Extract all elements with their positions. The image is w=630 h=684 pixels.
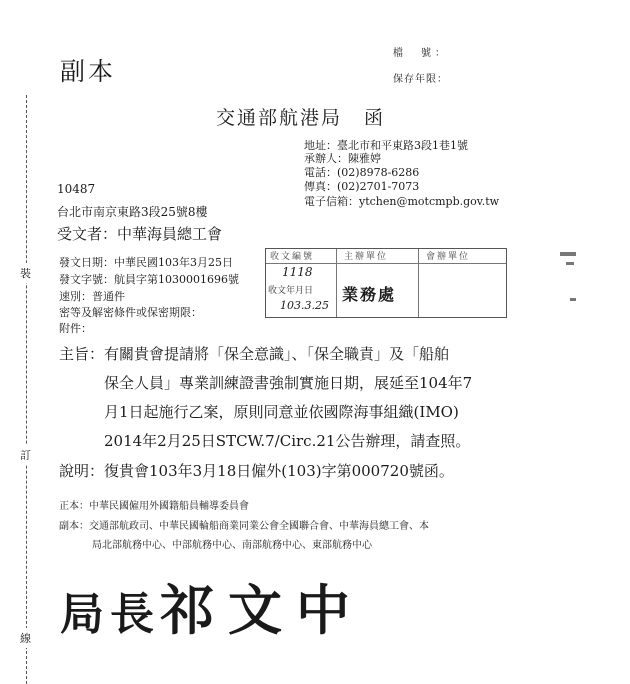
sender-email: 電子信箱：ytchen@motcmpb.gov.tw (304, 195, 500, 208)
sender-fax: 傳真：(02)2701-7073 (304, 180, 420, 193)
issue-date: 發文日期：中華民國103年3月25日 (59, 256, 233, 269)
doc-type: 函 (364, 107, 386, 129)
stamp-divider (418, 249, 419, 317)
copy-mark: 副本 (60, 57, 117, 86)
attachment: 附件： (59, 322, 92, 335)
speed-class: 速別：普通件 (59, 290, 125, 303)
sender-address: 地址：臺北市和平東路3段1巷1號 (304, 139, 468, 152)
subject-line: 2014年2月25日STCW.7/Circ.21公告辦理，請查照。 (104, 432, 471, 450)
signature-name: 祁文中 (160, 578, 364, 642)
receiving-stamp (265, 248, 507, 318)
stamp-department: 業務處 (342, 285, 397, 304)
document-title (216, 103, 385, 130)
stamp-number: 1118 (282, 265, 313, 279)
copy-recipients: 局北部航務中心、中部航務中心、南部航務中心、東部航務中心 (92, 540, 372, 551)
stamp-divider (336, 249, 337, 317)
original-recipient: 正本：中華民國僱用外國籍船員輔導委員會 (59, 501, 249, 512)
issue-number: 發文字號：航員字第1030001696號 (59, 273, 239, 286)
stamp-header-main-unit: 主辦單位 (344, 252, 389, 262)
file-no-label: 檔 號： (393, 48, 449, 59)
scan-artifact (570, 298, 576, 301)
binding-mark-ding: 訂 (20, 445, 31, 465)
retention-label: 保存年限： (393, 74, 448, 85)
stamp-divider (266, 263, 506, 264)
binding-mark-xian: 線 (20, 628, 31, 648)
stamp-received-label: 收文年月日 (268, 286, 314, 296)
recipient-address: 台北市南京東路3段25號8樓 (57, 205, 208, 219)
stamp-header-number: 收文編號 (270, 252, 315, 262)
explanation: 說明：復貴會103年3月18日僱外(103)字第000720號函。 (59, 462, 454, 480)
stamp-date: 103.3.25 (280, 299, 329, 312)
recipient-to-line: 受文者：中華海員總工會 (57, 225, 223, 243)
copy-recipients: 副本：交通部航政司、中華民國輪船商業同業公會全國聯合會、中華海員總工會、本 (59, 521, 429, 532)
secrecy-class: 密等及解密條件或保密期限： (59, 306, 202, 319)
stamp-header-co-unit: 會辦單位 (426, 252, 471, 262)
binding-line (26, 95, 27, 684)
postal-code: 10487 (57, 182, 96, 196)
signature (60, 568, 364, 645)
scan-artifact (566, 262, 574, 265)
subject-line: 保全人員」專業訓練證書強制實施日期，展延至104年7 (104, 374, 473, 392)
sender-handler: 承辦人：陳雅婷 (304, 152, 381, 165)
sender-phone: 電話：(02)8978-6286 (304, 166, 420, 179)
signature-title: 局長 (60, 589, 160, 640)
agency-name: 交通部航港局 (216, 107, 343, 129)
scan-artifact (560, 252, 576, 256)
binding-mark-zhuang: 裝 (20, 263, 31, 283)
subject-line: 主旨：有關貴會提請將「保全意識」、「保全職責」及「船舶 (59, 345, 450, 363)
subject-line: 月1日起施行乙案，原則同意並依國際海事組織(IMO) (104, 403, 459, 421)
